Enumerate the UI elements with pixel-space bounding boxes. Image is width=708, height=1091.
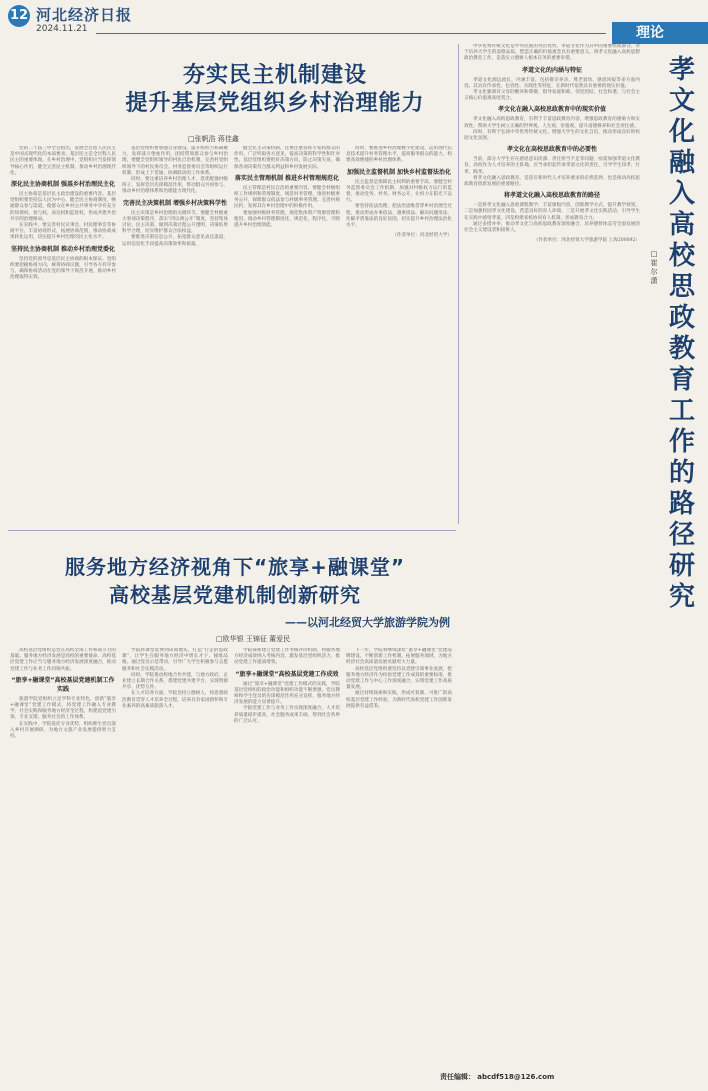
section-label: 理论 [612,22,708,44]
footer [440,1072,554,1082]
section-divider [8,530,456,531]
article2-subheading-2: “旅享+融课堂”高校基层党建工作成效 [235,670,339,678]
article1-subheading-2: 坚持民主协商机制 推动乡村治理党委化 [10,245,116,253]
article1-author-note: （作者单位：河北经贸大学） [392,233,452,239]
article2-column-4: 下一步，学院将继续深化“旅享+融课堂”党建品牌建设，不断创新工作机制，拓展服务领域，为地方经济社会高质量发展贡献更大力量。 高校基层党组织要坚持以党建引领事业发展，把服务地方经济作为检验党建工作成效的重要标准，推动党建工作与中心工作深度融合，实现党建工作高质量发展。 通过持续探索和实践，形成可复制、可推广的高校基层党建工作经验，为新时代高校党建工作创新发展提供有益借鉴。 [346,648,452,709]
article1-column-3: 健全民主决策机制，还要注重发挥专家和群众的作用，广泛听取各方意见，提高决策的科学性和针对性。基层党组织要把好决策方向，防止决策失误，确保各项决策符合群众利益和乡村发展实际。 落实民主管理机制 推进乡村管理规范化 民主管理是村民自治的重要内容。要健全村级组织工作规则和管理制度，规范村务管理，推进村级事务公开，保障群众依法参与村级事务管理。完善村规民约，发挥其在乡村治理中的积极作用。 要加强村级财务管理，规范集体资产资源管理和使用，推动乡村管理制度化、规范化、程序化，不断提升乡村治理效能。 [234,146,340,229]
column-divider [458,44,459,524]
footer-email: abcdf518@126.com [477,1073,555,1081]
article2-column-2: 学院将课堂延伸到田间地头，打造“行走的思政课”，让学生在服务地方经济中增长才干、锤炼品格。通过党员示范带动，引导广大学生积极参与志愿服务和社会实践活动。 同时，学院推动校地合作共建，与地方政府、企业建立长期合作关系，搭建党建共建平台，实现资源共享、优势互补。 在人才培养方面，学院坚持立德树人，将思想政治教育贯穿人才培养全过程，培养具有家国情怀和专业素养的高素质旅游人才。 [122,648,228,709]
article2-byline: □欧华银 王锦征 董爱民 [216,635,291,643]
article3-subheading-3: 孝文化在高校思政教育中的必要性 [506,146,597,154]
footer-editor-label: 责任编辑： [440,1073,475,1081]
article1-byline: □张帆浩 蒋佳鑫 [188,135,239,143]
article2-column-1: 高校基层党组织是党在高校全部工作和战斗力的基础。服务地方经济发展是高校的重要使命，高校基层党建工作应当与服务地方经济发展深度融合，推动党建工作与业务工作同频共振。 “旅享+融课堂”高校基层党建机制工作实践 旅游学院党组织立足学科专业特色，创新“旅享+融课堂”党建工作模式，将党建工作融入专业教学、社会实践和服务地方经济全过程，构建起党建引领、专业支撑、服务社会的工作体系。 在实践中，学院依托专业优势，组织师生党员深入乡村开展调研，为地方文旅产业发展提供智力支持。 [10,648,116,740]
paper-name: 河北经济日报 [36,6,133,24]
article2-subtitle: ——以河北经贸大学旅游学院为例 [285,616,450,629]
article2-title-line1: 服务地方经济视角下“旅享+融课堂” [64,555,406,579]
article3-subheading-4: 将孝道文化融入高校思政教育的路径 [503,192,600,200]
article1-title-line1: 夯实民主机制建设 [182,63,367,88]
article1-column-2: 基层党组织要加强自身建设，提升组织力和凝聚力，发挥战斗堡垒作用，团结带领群众参与乡村治理。要健全党组织领导的村民自治机制，完善村党组织领导下的村民委员会、村务监督委员会等组织运行机制，形成上下贯通、协调联动的工作体系。 同时，要注重培养乡村治理人才，选优配强村级班子，发挥党员先锋模范作用，带动群众共同参与，推动乡村治理体系和治理能力现代化。 完善民主决策机制 增强乡村决策科学性 民主决策是乡村治理的关键环节。要健全村级重大事项决策程序，落实“四议两公开”制度，坚持集体讨论、民主决策，做到决策过程公开透明，决策结果科学合理，切实维护群众合法权益。 要推进决策信息公开，拓宽群众意见表达渠道，运用信息化手段提高决策效率和质量。 [122,146,228,247]
article3-subheading-1: 孝道文化的内涵与特征 [521,66,582,74]
header-rule [96,33,606,34]
article1-subheading-3: 完善民主决策机制 增强乡村决策科学性 [122,199,228,207]
article1-column-1: 党的二十届三中全会指出，发展全过程人民民主是中国式现代化的本质要求。基层民主是全过程人民民主的重要体现。在乡村治理中，党组织应当发挥领导核心作用，健全完善民主机制，推动乡村治理现代化。 深化民主协商机制 强基乡村治理民主化 民主协商是基层民主政治建设的重要内容。基层党组织要坚持以人民为中心，健全民主协商制度，畅通群众参与渠道，使群众在乡村公共事务中享有充分的知情权、参与权、表达权和监督权，形成共建共治共享的治理格局。 在实践中，要完善村民议事会、村民理事会等协商平台，丰富协商形式，拓展协商范围，推动协商成果转化运用，切实提升乡村治理的民主化水平。 坚持民主协商机制 推动乡村治理党委化 坚持党的领导是基层民主协商的根本保证。党组织要把握协商方向，统筹协商议题，引导各方有序参与，确保协商活动在党的领导下规范开展，推动乡村治理取得实效。 [10,146,116,281]
article1-title-line2: 提升基层党组织乡村治理能力 [125,91,425,116]
page-number: 12 [8,5,30,27]
article1-subheading-4: 落实民主管理机制 推进乡村管理规范化 [234,174,340,182]
article3-body: 中华优秀传统文化是中华民族的突出优势，孝道文化作为其中的重要组成部分，对于培养大学生的道德品质、塑造正确的价值观念具有重要意义。将孝文化融入高校思想政治教育工作，是落实立德树人根本任务的重要举措。 孝道文化的内涵与特征 孝道文化源远流长，内涵丰富，包括敬亲养亲、尊老爱幼、感恩回报等多方面内容。其具有传承性、包容性、实践性等特征，在新时代依然具有重要的现实价值。 孝文化强调对父母的赡养和尊敬，倡导家庭和睦、邻里团结、社会和谐，与社会主义核心价值观高度契合。 孝文化在融入高校思政教育中的现实价值 孝文化融入高校思政教育，有利于丰富思政教育内容，增强思政教育的感染力和实效性，帮助大学生树立正确的世界观、人生观、价值观，提升道德修养和社会责任感。 同时，有利于弘扬中华优秀传统文化，增强大学生的文化自信，推动形成良好的校园文化氛围。 孝文化在高校思政教育中的必要性 当前，部分大学生存在感恩意识淡薄、责任担当不足等问题，亟需加强孝道文化教育。高校作为人才培养的主阵地，应当承担起传承孝道文化的责任，引导学生知孝、行孝、践孝。 将孝文化融入思政教育，是适应新时代人才培养要求的必然选择，也是推动高校思政教育创新发展的重要路径。 将孝道文化融入高校思政教育的路径 一是将孝文化融入思政课程教学，丰富课程内容，创新教学方式，提升教学效果。二是加强校园孝文化建设，营造良好的育人环境。三是开展孝文化实践活动，引导学生在实践中感悟孝道。四是构建家校协同育人机制，形成教育合力。 通过多措并举，推动孝文化与高校思政教育深度融合，培养德智体美劳全面发展的社会主义建设者和接班人。 （作者单位：河北经贸大学旅游学院 上海200092） [464,44,640,244]
article3-author-note: （作者单位：河北经贸大学旅游学院 上海200092） [533,238,640,244]
article3-title: 孝文化融入高校思政教育工作的路径研究 [668,55,695,612]
article3-byline: □崔尔潇 [650,250,658,285]
article2-title-line2: 高校基层党建机制创新研究 [109,583,361,607]
article3-subheading-2: 孝文化在融入高校思政教育中的现实价值 [497,106,606,114]
issue-date: 2024.11.21 [36,24,88,34]
article1-column-4: 同时，要推进乡村治理数字化建设，运用现代信息技术提升村务管理水平，提高服务群众的能力，构建高效便捷的乡村治理体系。 加强民主监督机制 加快乡村监督法治化 民主监督是保障民主权利的重要手段。要健全村务监督委员会工作机制，加强对村级权力运行的监督，推动党务、村务、财务公开，让权力在阳光下运行。 要坚持依法治理，把法治思维贯穿乡村治理全过程，推动形成办事依法、遇事找法、解决问题用法、化解矛盾靠法的良好氛围，切实提升乡村治理法治化水平。 （作者单位：河北经贸大学） [346,146,452,239]
article1-subheading-1: 深化民主协商机制 强基乡村治理民主化 [10,181,116,189]
article1-subheading-5: 加强民主监督机制 加快乡村监督法治化 [346,168,452,176]
article2-column-3: 学院探索建立党建工作考核评价机制，将服务地方经济成效纳入考核内容，激发基层党组织活力，推动党建工作提质增效。 “旅享+融课堂”高校基层党建工作成效 通过“旅享+融课堂”党建工作模式的实践，学院基层党组织的政治功能和组织功能不断增强，党员教师和学生党员的先锋模范作用充分发挥，服务地方经济发展的能力显著提升。 学院党建工作与业务工作实现深度融合，人才培养质量稳步提高，社会服务成果丰硕，得到社会各界的广泛认可。 [234,648,340,724]
masthead [0,0,708,42]
article2-subheading-1: “旅享+融课堂”高校基层党建机制工作实践 [11,676,115,693]
